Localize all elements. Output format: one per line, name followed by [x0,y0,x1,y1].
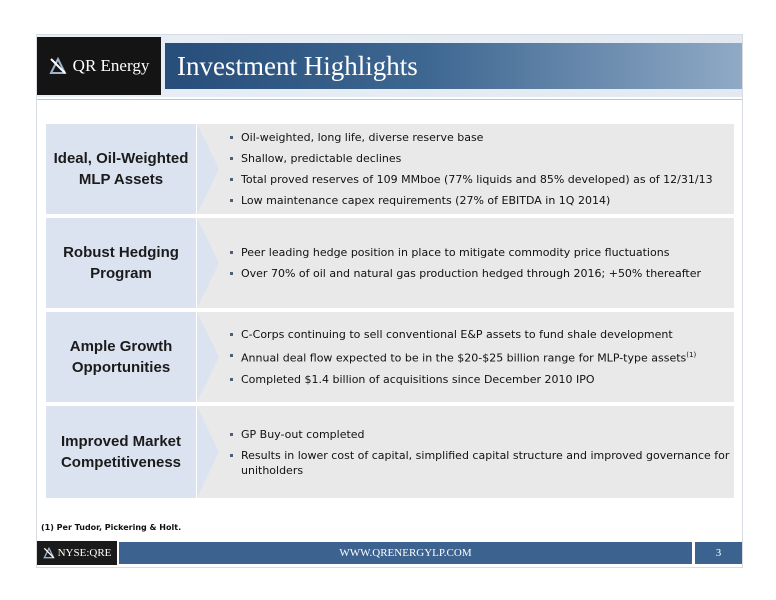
chevron-icon [197,312,219,402]
qr-logo-icon [43,547,55,559]
highlight-bullets [229,124,731,214]
highlight-row-competitiveness [46,406,734,498]
highlight-heading: Ample Growth Opportunities [69,338,173,376]
website-link[interactable]: WWW.QRENERGYLP.COM [339,547,472,559]
bullet-item: Low maintenance capex requirements (27% of EBITDA in 1Q 2014) [229,193,731,208]
chevron-icon [197,218,219,308]
bullet-item: Total proved reserves of 109 MMboe (77% liquids and 85% developed) as of 12/31/13 [229,172,731,187]
company-logo [37,37,161,95]
chevron-icon [197,124,219,214]
qr-logo-icon [49,57,67,75]
bullet-item: Oil-weighted, long life, diverse reserve base [229,130,731,145]
highlight-heading: Robust Hedging Program [63,244,179,282]
bullet-item: GP Buy-out completed [229,427,731,442]
footer [37,541,742,565]
highlight-bullets [229,218,731,308]
highlight-heading: Improved Market Competitiveness [60,433,182,471]
highlight-row-growth [46,312,734,402]
bullet-text: Annual deal flow expected to be in the $20-$25 billion range for MLP-type assets [241,351,687,365]
highlight-row-hedging [46,218,734,308]
footer-bar [119,542,692,564]
bullet-item [229,348,731,366]
highlight-bullets [229,406,731,498]
footnote-ref: (1) [686,351,697,360]
highlight-row-assets [46,124,734,214]
highlight-bullets [229,312,731,402]
header-divider [37,99,742,100]
bullet-item: Completed $1.4 billion of acquisitions since December 2010 IPO [229,372,731,387]
highlight-heading-box [46,218,196,308]
highlight-heading-box [46,406,196,498]
page-title: Investment Highlights [177,51,418,81]
highlight-heading-box [46,124,196,214]
page-number: 3 [695,542,742,564]
logo-text: QR Energy [72,56,150,75]
title-bar [165,43,742,89]
highlight-heading-box [46,312,196,402]
footer-logo [37,541,117,565]
chevron-icon [197,406,219,498]
slide [36,34,743,568]
bullet-item: Peer leading hedge position in place to mitigate commodity price fluctuations [229,245,731,260]
highlight-heading: Ideal, Oil-Weighted MLP Assets [53,150,189,188]
bullet-item: Over 70% of oil and natural gas production hedged through 2016; +50% thereafter [229,266,731,281]
bullet-item: C-Corps continuing to sell conventional E&P assets to fund shale development [229,327,731,342]
bullet-item: Shallow, predictable declines [229,151,731,166]
header [37,35,742,97]
footnote: (1) Per Tudor, Pickering & Holt. [41,523,182,532]
ticker-label: NYSE:QRE [57,547,112,559]
bullet-item: Results in lower cost of capital, simplified capital structure and improved governance for unitholders [229,448,731,478]
